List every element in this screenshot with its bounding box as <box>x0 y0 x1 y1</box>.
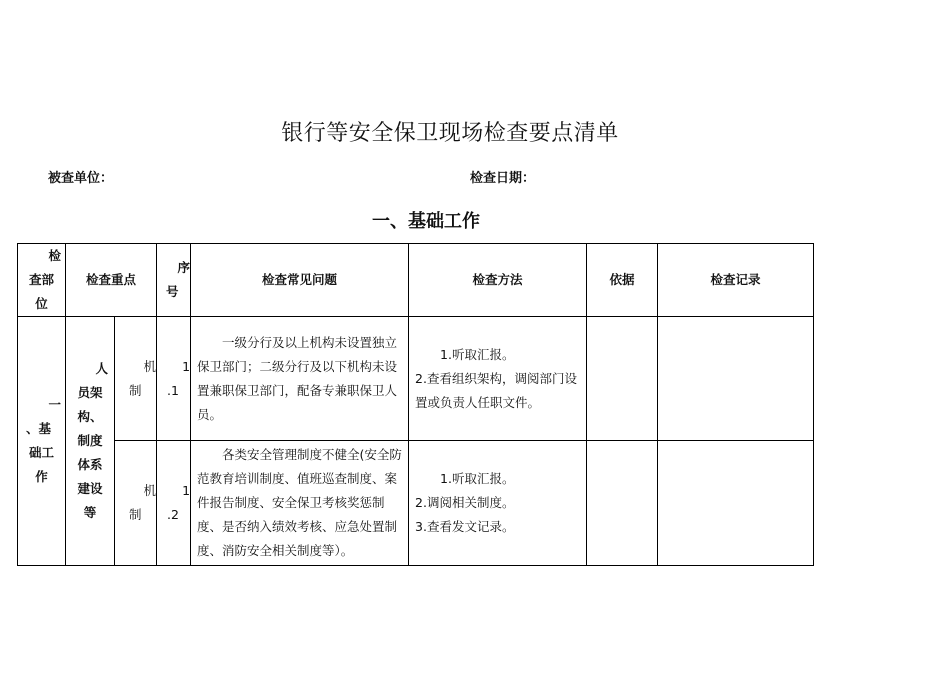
header-basis: 依据 <box>587 244 658 317</box>
method-item: 3.查看发文记录。 <box>415 519 515 534</box>
header-seq-line2: 号 <box>166 284 179 299</box>
document-title: 银行等安全保卫现场检查要点清单 <box>281 121 619 146</box>
header-dept-line3: 位 <box>35 296 48 311</box>
header-seq <box>157 244 191 317</box>
record-cell <box>658 317 814 441</box>
header-row <box>18 244 814 317</box>
seq-cell <box>157 441 191 566</box>
inspected-unit-label: 被查单位： <box>48 171 114 186</box>
subcat-text-2: 制 <box>129 507 142 522</box>
header-dept-line2: 查部 <box>28 272 54 287</box>
seq-text-2: .1 <box>167 382 179 398</box>
focus-text-1: 人 <box>95 361 108 376</box>
header-methods: 检查方法 <box>409 244 587 317</box>
seq-text-2: .2 <box>167 507 179 522</box>
method-item: 1.听取汇报。 <box>440 346 515 362</box>
header-focus: 检查重点 <box>66 244 157 317</box>
focus-text-6: 建设 <box>77 481 103 496</box>
subcat-text-1: 机 <box>143 358 157 374</box>
table-row <box>18 441 814 566</box>
check-date-label: 检查日期： <box>470 171 536 186</box>
subcat-cell <box>115 441 157 566</box>
subcat-text-2: 制 <box>129 382 142 398</box>
focus-text-4: 制度 <box>77 433 103 448</box>
method-item: 1.听取汇报。 <box>440 471 515 486</box>
header-dept-line1: 检 <box>48 248 61 263</box>
header-records: 检查记录 <box>658 244 814 317</box>
dept-cell <box>18 317 66 566</box>
subcat-text-1: 机 <box>143 483 157 498</box>
focus-text-2: 员架 <box>77 385 103 400</box>
header-seq-line1: 序 <box>177 260 191 275</box>
section-heading: 一、基础工作 <box>372 211 480 232</box>
dept-text-4: 作 <box>35 469 48 484</box>
method-item: 2.调阅相关制度。 <box>415 495 515 510</box>
seq-text-1: 1 <box>182 358 191 374</box>
seq-cell <box>157 317 191 441</box>
methods-cell <box>409 441 587 566</box>
dept-text-1: 一 <box>48 397 61 412</box>
basis-cell <box>587 441 658 566</box>
method-item: 2.查看组织架构，调阅部门设置或负责人任职文件。 <box>415 370 577 410</box>
table-row <box>18 317 814 441</box>
focus-text-7: 等 <box>83 505 97 520</box>
record-cell <box>658 441 814 566</box>
checklist-table <box>17 243 814 566</box>
dept-text-2: 、基 <box>26 421 52 436</box>
problem-cell: 各类安全管理制度不健全(安全防范教育培训制度、值班巡查制度、案件报告制度、安全保卫考核奖惩制度、是否纳入绩效考核、应急处置制度、消防安全相关制度等）。 <box>191 441 409 566</box>
basis-cell <box>587 317 658 441</box>
methods-cell <box>409 317 587 441</box>
focus-text-5: 体系 <box>77 457 103 472</box>
problem-cell: 一级分行及以上机构未设置独立保卫部门；二级分行及以下机构未设置兼职保卫部门，配备专兼职保卫人员。 <box>191 317 409 441</box>
dept-text-3: 础工 <box>28 445 54 460</box>
header-problems: 检查常见问题 <box>191 244 409 317</box>
seq-text-1: 1 <box>182 483 191 498</box>
focus-text-3: 构、 <box>77 409 103 424</box>
header-dept <box>18 244 66 317</box>
focus-area-cell <box>66 317 115 566</box>
subcat-cell <box>115 317 157 441</box>
